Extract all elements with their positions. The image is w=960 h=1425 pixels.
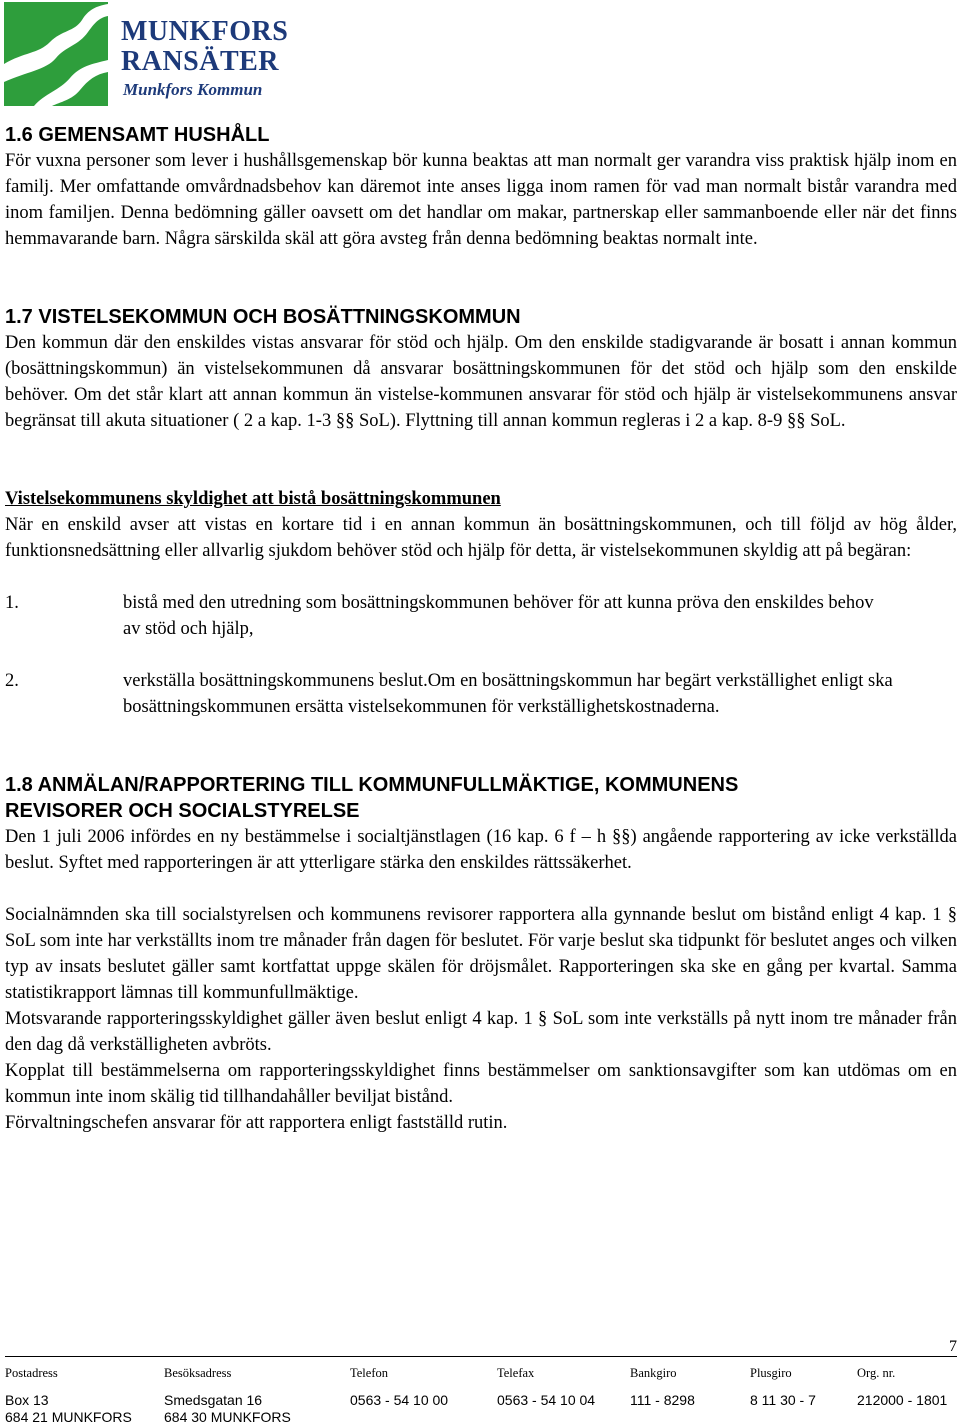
section-1-8-paragraph-1: Den 1 juli 2006 infördes en ny bestämmelse i socialtjänstlagen (16 kap. 6 f – h §§) angående rapportering av icke verkställda beslut. Syftet med rapporteringen är att ytterligare stärka den enskildes rättssäkerhet. xyxy=(5,827,957,873)
section-1-8-paragraph-5: Förvaltningschefen ansvarar för att rapportera enligt fastställd rutin. xyxy=(5,1113,508,1133)
river-logo-icon xyxy=(4,2,116,108)
footer-label-postadress: Postadress xyxy=(5,1366,58,1380)
section-1-8-paragraph-3: Motsvarande rapporteringsskyldighet gäller även beslut enligt 4 kap. 1 § SoL som inte verkställs på nytt inom tre månader från den dag då verkställigheten avbröts. xyxy=(5,1009,957,1055)
section-heading-1-7: 1.7 VISTELSEKOMMUN OCH BOSÄTTNINGSKOMMUN xyxy=(5,306,521,328)
duty-intro-paragraph: När en enskild avser att vistas en kortare tid i en annan kommun än bosättningskommunen, och till följd av hög ålder, funktionsnedsättning eller allvarlig sjukdom behöver stöd och hjälp för detta, är vistelsekommunen skyldig att på begäran: xyxy=(5,515,957,561)
list-item-text: bistå med den utredning som bosättningskommunen behöver för att kunna pröva den enskildes behov av stöd och hjälp, xyxy=(123,593,874,639)
section-1-6-paragraph: För vuxna personer som lever i hushållsgemenskap bör kunna beaktas att man normalt ger varandra viss praktisk hjälp inom en familj. Mer omfattande omvårdnadsbehov kan däremot inte anses ligga inom ramen för vad man normalt bistår varandra med inom familjen. Denna bedömning gäller oavsett om det handlar om makar, partnerskap eller sammanboende eller när det finns hemmavarande barn. Några särskilda skäl att göra avsteg från denna bedömning beaktas normalt inte. xyxy=(5,151,957,249)
page-number: 7 xyxy=(949,1338,957,1355)
footer-postadress-line1: Box 13 xyxy=(5,1392,49,1408)
section-heading-1-8-line1: 1.8 ANMÄLAN/RAPPORTERING TILL KOMMUNFULLMÄKTIGE, KOMMUNENS xyxy=(5,774,739,796)
section-1-8-paragraph-4: Kopplat till bestämmelserna om rapporteringsskyldighet finns bestämmelser om sanktionsavgifter som kan utdömas om en kommun inte inom skälig tid tillhandahåller beviljat bistånd. xyxy=(5,1061,957,1107)
duty-subheading: Vistelsekommunens skyldighet att bistå bosättningskommunen xyxy=(5,489,501,509)
footer-divider xyxy=(5,1356,957,1357)
footer-label-telefon: Telefon xyxy=(350,1366,388,1380)
footer-besoksadress-line2: 684 30 MUNKFORS xyxy=(164,1409,291,1425)
municipality-logo xyxy=(4,2,289,108)
footer-plusgiro-value: 8 11 30 - 7 xyxy=(750,1392,816,1408)
footer-orgnr-value: 212000 - 1801 xyxy=(857,1392,948,1408)
list-item-number: 2. xyxy=(5,671,19,691)
footer-label-bankgiro: Bankgiro xyxy=(630,1366,677,1380)
footer-telefon-value: 0563 - 54 10 00 xyxy=(350,1392,449,1408)
footer-bankgiro-value: 111 - 8298 xyxy=(630,1392,695,1408)
section-heading-1-8-line2: REVISORER OCH SOCIALSTYRELSE xyxy=(5,800,360,822)
list-item-number: 1. xyxy=(5,593,19,613)
footer-label-besoksadress: Besöksadress xyxy=(164,1366,232,1380)
section-1-8-paragraph-2: Socialnämnden ska till socialstyrelsen och kommunens revisorer rapportera alla gynnande beslut om bistånd enligt 4 kap. 1 § SoL som inte har verkställts inom tre månader från dagen för beslutet. För varje beslut ska tidpunkt för beslutet anges och vilken typ av insats beslutet gäller samt kortfattat uppge skälen för dröjsmålet. Rapporteringen ska ske en gång per kvartal. Samma statistikrapport lämnas till kommunfullmäktige. xyxy=(5,905,957,1003)
footer-besoksadress-line1: Smedsgatan 16 xyxy=(164,1392,263,1408)
document-body xyxy=(5,122,957,1136)
section-heading-1-6: 1.6 GEMENSAMT HUSHÅLL xyxy=(5,124,270,146)
footer-label-orgnr: Org. nr. xyxy=(857,1366,896,1380)
section-1-7-paragraph: Den kommun där den enskildes vistas ansvarar för stöd och hjälp. Om den enskilde stadigvarande är bosatt i annan kommun (bosättningskommun) än vistelsekommunen då ansvarar bosättningskommunen för det stöd och hjälp som den enskilde behöver. Om det står klart att annan kommun än vistelse-kommunen ansvarar för stöd och hjälp är vistelsekommunens ansvar begränsat till akuta situationer ( 2 a kap. 1-3 §§ SoL). Flyttning till annan kommun regleras i 2 a kap. 8-9 §§ SoL. xyxy=(5,333,957,431)
section-heading-1-8 xyxy=(5,772,957,824)
footer-label-telefax: Telefax xyxy=(497,1366,535,1380)
footer-postadress-line2: 684 21 MUNKFORS xyxy=(5,1409,132,1425)
list-item xyxy=(5,590,957,642)
logo-line-ransater: RANSÄTER xyxy=(121,46,280,77)
logo-line-munkfors: MUNKFORS xyxy=(121,16,289,47)
footer-label-plusgiro: Plusgiro xyxy=(750,1366,792,1380)
list-item-text: verkställa bosättningskommunens beslut.Om en bosättningskommun har begärt verkställighet enligt ska bosättningskommunen ersätta vistelsekommunen för verkställighetskostnaderna. xyxy=(123,671,893,717)
footer-telefax-value: 0563 - 54 10 04 xyxy=(497,1392,596,1408)
list-item xyxy=(5,668,957,720)
logo-line-kommun: Munkfors Kommun xyxy=(123,80,263,99)
